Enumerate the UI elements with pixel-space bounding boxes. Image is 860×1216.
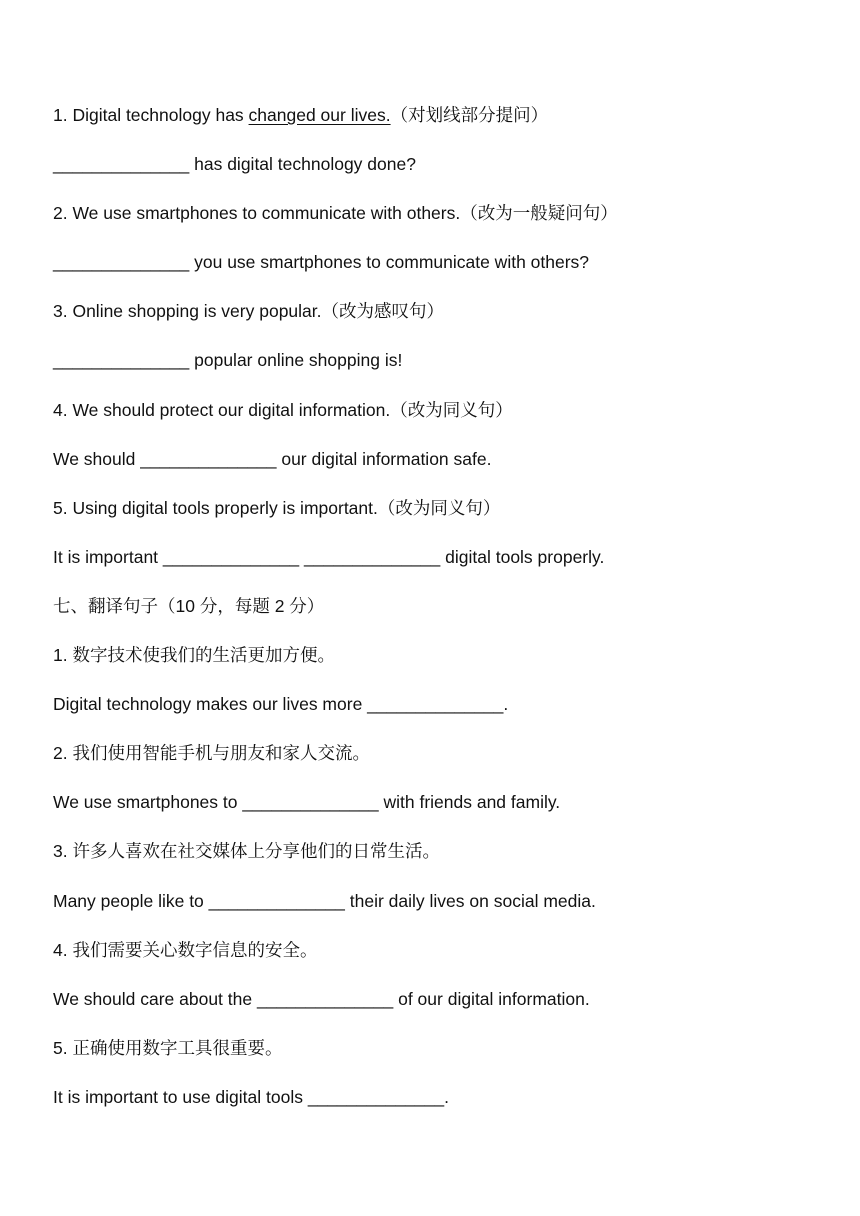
translation-5-english: It is important to use digital tools ______________. — [53, 1086, 449, 1107]
question-5-sentence — [53, 493, 833, 542]
question-5-text: 5. Using digital tools properly is important. — [53, 497, 378, 518]
worksheet-page — [53, 100, 833, 1131]
translation-3-english: Many people like to ______________ their daily lives on social media. — [53, 890, 596, 911]
section-7-heading: 七、翻译句子（10 分，每题 2 分） — [53, 595, 325, 616]
question-2-answer-line: ______________ you use smartphones to communicate with others? — [53, 252, 590, 273]
question-2-sentence — [53, 198, 833, 247]
question-1-instruction: （对划线部分提问） — [390, 105, 549, 125]
question-5-answer-line: It is important ______________ ______________ digital tools properly. — [53, 546, 605, 567]
question-3-instruction: （改为感叹句） — [321, 301, 444, 322]
translation-1-chinese: 1. 数字技术使我们的生活更加方便。 — [53, 645, 335, 666]
question-2-instruction: （改为一般疑问句） — [460, 203, 618, 224]
translation-2-english: We use smartphones to ______________ with friends and family. — [53, 792, 561, 813]
question-3-sentence — [53, 296, 833, 345]
translation-1-english: Digital technology makes our lives more ______________. — [53, 694, 509, 715]
translation-4-chinese: 4. 我们需要关心数字信息的安全。 — [53, 939, 318, 960]
question-4-sentence — [53, 395, 833, 444]
question-4-text: 4. We should protect our digital information. — [53, 399, 391, 420]
question-1-text: 1. Digital technology has — [53, 105, 249, 125]
translation-2-chinese: 2. 我们使用智能手机与朋友和家人交流。 — [53, 743, 370, 764]
question-5-instruction: （改为同义句） — [377, 497, 501, 518]
question-3-answer-line: ______________ popular online shopping is! — [53, 350, 403, 371]
question-4-instruction: （改为同义句） — [390, 399, 513, 420]
question-2-text: 2. We use smartphones to communicate with others. — [53, 203, 461, 224]
question-1-underlined-text: changed our lives. — [248, 105, 391, 125]
question-1-sentence — [53, 100, 833, 149]
question-1-answer-line: ______________ has digital technology done? — [53, 154, 416, 175]
translation-3-chinese: 3. 许多人喜欢在社交媒体上分享他们的日常生活。 — [53, 841, 440, 862]
translation-4-english: We should care about the ______________ of our digital information. — [53, 988, 590, 1009]
translation-5-chinese: 5. 正确使用数字工具很重要。 — [53, 1037, 283, 1058]
question-4-answer-line: We should ______________ our digital information safe. — [53, 448, 492, 469]
question-3-text: 3. Online shopping is very popular. — [53, 301, 322, 322]
